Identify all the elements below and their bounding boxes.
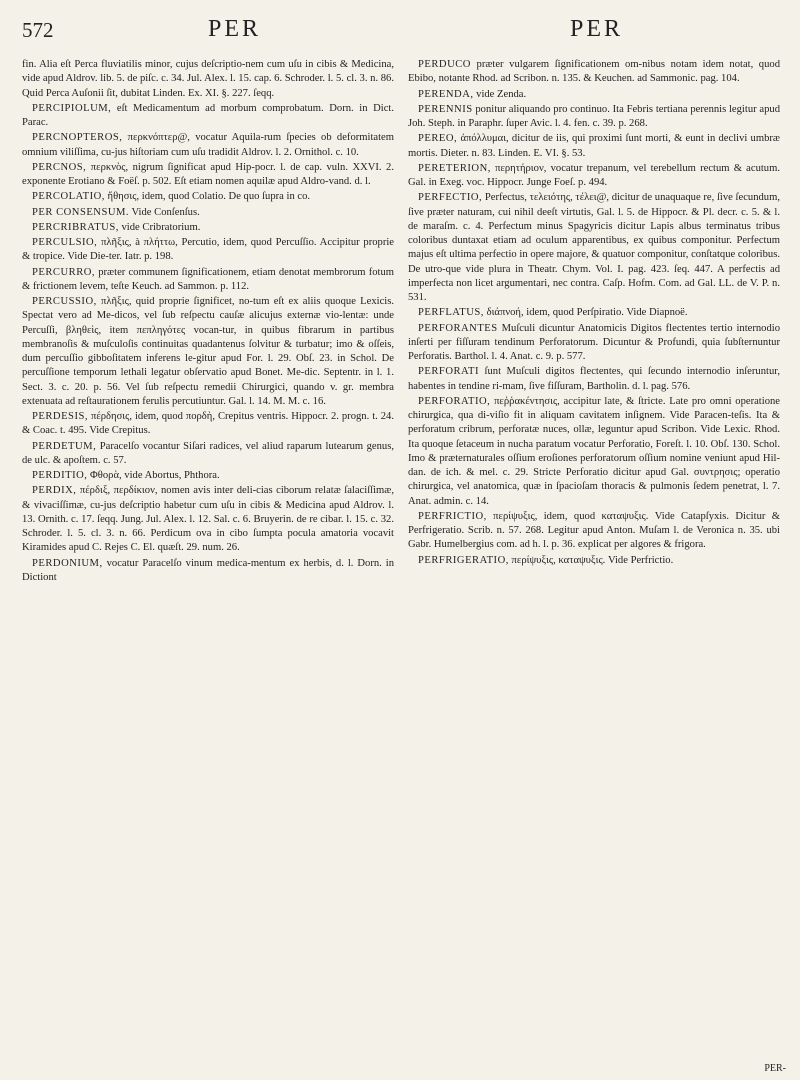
entry-headword: PERFRICTIO, [418,510,487,522]
dictionary-entry [22,102,394,131]
entry-headword: PERCNOPTEROS, [32,132,123,144]
dictionary-entry [408,510,780,553]
entry-text: περκνόπτερ@, vocatur Aquila-rum ſpecies ob deformitatem omnium viliſſima, cu-jus hiſtoriam cum uſu tradidit Aldrov. l. 2. Ornithol. c. 10. [22,132,394,158]
entry-text: Perfectus, τελειότης, τέλει@, dicitur de unaquaque re, ſive ſecundum, ſive præter naturam, cui nihil deeſt virtutis, Gal. l. 5. de Hippocr. & Pl. decr. c. 5. & l. de maraſm. c. 4. Perfectum minus Spagyricis dicitur Lapis albus terminatus tribus coloribus duntaxat etiam ad oculum apparentibus, ex quibus componitur. Perfectum majus eſt ultima perfectio in opere majore, & quatuor componitur, conſtatque coloribus. De utro-que vide plura in Theatr. Chym. Vol. I. pag. 423. ſeq. 447. A perfectis ad imperfecta non licet argumentari, nec contra. Caſp. Hofm. Com. ad Gal. LL. de V. P. n. 531. [408,192,780,303]
running-header [22,16,778,46]
dictionary-entry [22,131,394,160]
running-head-left: PER [208,16,262,42]
dictionary-entry [408,395,780,509]
dictionary-entry [22,410,394,439]
entry-text: περίψυξις, καταψυξις. Vide Perfrictio. [508,554,674,566]
entry-headword: PER CONSENSUM. [32,206,130,218]
dictionary-entry [408,132,780,161]
entry-headword: PERCUSSIO, [32,296,97,307]
entry-headword: PERDONIUM, [32,557,103,569]
dictionary-entry [408,58,780,87]
entry-headword: PERCNOS, [32,161,87,173]
dictionary-entry [22,221,394,235]
dictionary-entry [408,191,780,305]
entry-text: Paracelſo vocantur Siſari radices, vel aliud raparum lutearum genus, de ulc. & apoſtem. c. 57. [22,440,394,466]
dictionary-entry [408,162,780,191]
entry-text: Muſculi dicuntur Anatomicis Digitos flectentes tertio internodio inſerti per fiſſuram tendinum Perforatorum. Dicuntur & Profundi, quia ſubſternuntur Perforatis. Barthol. l. 4. Anat. c. 9. p. 577. [408,322,780,362]
entry-text: ſunt Muſculi digitos flectentes, qui ſecundo internodio inſeruntur, habentes in tendine ri-mam, ſive fiſſuram, Bartholin. d. l. pag. 576. [408,366,780,392]
dictionary-entry [22,266,394,295]
entry-text: præter communem ſignificationem, etiam denotat membrorum fotum & frictionem levem, teſte Keuch. ad Sammon. p. 112. [22,266,394,292]
entry-text: fin. Alia eſt Perca fluviatilis minor, cujus deſcriptio-nem cum uſu in cibis & Medicina, vide apud Aldrov. lib. 5. de piſc. c. 34. Jul. Alex. l. 15. cap. 6. Schroder. l. 5. cl. 3. n. 86. Quid Perca Auſonii ſit, dubitat Linden. Ex. XI. §. 227. ſeqq. [22,59,394,99]
entry-headword: PERDITIO, [32,470,88,481]
entry-text: πεῤῥακέντησις, accipitur late, & ſtricte. Late pro omni operatione chirurgica, qua di-viſio fit in aliquam cavitatem inſignem. Vide Paracen-teſis. Ita & perforatum cribrum, perforatæ nuces, ollæ, leguntur apud Scribon. Vide Lexic. Rhod. Ita quoque ſetaceum in nucha paratum vocatur Perforatio, Foreſt. l. 10. Obſ. 130. Schol. Imo & præternaturales oſſium eroſiones perforatorum oſſium nomine veniunt apud Hil-dan. de ich. & mel. c. 29. Stricte Perforatio dicitur apud Gal. συντρησις; operatio chirurgica, vel anatomica, quæ in ſpacioſam thoracis & pulmonis ſedem penetrat, l. 7. Anat. admin. c. 14. [408,395,780,507]
right-column [408,58,780,569]
dictionary-entry [22,58,394,101]
dictionary-entry [22,236,394,265]
entry-text: περκνὸς, nigrum ſignificat apud Hip-pocr. l. de cap. vuln. XXVI. 2. exponente Erotiano & Foëſ. p. 502. Eſt etiam nomen aquilæ apud Aldro-vand. d. l. [22,161,394,187]
dictionary-entry [22,440,394,469]
dictionary-entry [408,554,780,568]
entry-text: πλῆξις, à πλήττω, Percutio, idem, quod Percuſſio. Accipitur proprie & tropice. Vide Die-ter. Iatr. p. 198. [22,237,394,263]
dictionary-entry [408,103,780,132]
running-head-right: PER [570,16,624,42]
entry-text: eſt Medicamentum ad morbum comprobatum. Dorn. in Dict. Parac. [22,102,394,128]
entry-headword: PERDUCO [418,59,471,70]
dictionary-entry [22,190,394,204]
page-number: 572 [22,18,54,42]
entry-headword: PERCIPIOLUM, [32,102,112,114]
entry-text: πέρδησις, idem, quod πορδὴ, Crepitus ventris. Hippocr. 2. progn. t. 24. & Coac. t. 495. Vide Crepitus. [22,411,394,437]
entry-headword: PERFORATIO, [418,395,491,407]
entry-text: ἀπόλλυμαι, dicitur de iis, qui proximi ſunt morti, & eunt in declivi umbræ mortis. Dieter. n. 83. Linden. E. VI. §. 53. [408,133,780,159]
entry-headword: PERENNIS [418,103,473,115]
dictionary-entry [22,161,394,190]
dictionary-entry [408,322,780,365]
entry-text: præter vulgarem ſignificationem om-nibus notam idem notat, quod Ebibo, notante Rhod. ad Scribon. n. 135. & Keuchen. ad Sammonic. pag. 104. [408,59,780,85]
entry-headword: PERCURRO, [32,266,96,278]
entry-headword: PERCRIBRATUS, [32,221,119,233]
entry-text: vide Cribratorium. [118,221,201,233]
left-column [22,58,394,586]
entry-headword: PERDETUM, [32,440,97,452]
entry-headword: PERFLATUS, [418,307,484,319]
entry-text: πλῆξις, quid proprie ſignificet, no-tum eſt ex aliis quoque Lexicis. Spectat vero ad Me-dicos, vel ſub reſpectu cauſæ alicujus externæ vio-lentæ: unde Percuſſi, βληθεὶς, item πεπληγότες vocan-tur, in quibus fibrarum in partibus membranoſis & muſculoſis continuitas quadantenus ſolvitur & turbatur; imo & oſſeis, dum percuſſio gibboſitatem inferens le-gitur apud For. l. 29. Obſ. 23. in Schol. De percuſſione temporum lethali legatur obſervatio apud Bonet. Me-dic. Septentr. in l. 1. Sect. 3. c. 20. p. 56. Vel ſub reſpectu remedii Chirurgici, quando v. gr. membra extenuata ad reſtaurationem ferulis percutiuntur. Gal. l. 14. M. M. c. 16. [22,296,394,407]
entry-headword: PERCULSIO, [32,237,98,248]
dictionary-entry [408,88,780,102]
entry-headword: PERCOLATIO, [32,191,105,203]
entry-text: διάπνοή, idem, quod Perſpiratio. Vide Diapnoë. [483,307,688,319]
entry-text: vide Zenda. [473,88,527,100]
entry-headword: PERFORATI [418,366,480,378]
entry-text: ἤθησις, idem, quod Colatio. De quo ſupra in co. [104,191,311,203]
entry-headword: PEREO, [418,133,458,145]
entry-text: περητήριον, vocatur trepanum, vel terebellum rectum & acutum. Gal. in Exeg. voc. Hippocr. Junge Foeſ. p. 494. [408,162,780,188]
entry-headword: PERDESIS, [32,411,89,422]
entry-headword: PERETERION, [418,162,491,174]
entry-text: Vide Conſenſus. [129,206,200,218]
dictionary-entry [22,469,394,483]
dictionary-entry [22,206,394,220]
entry-headword: PERDIX, [32,485,77,497]
dictionary-entry [408,365,780,394]
catchword: PER- [764,1063,786,1074]
entry-headword: PERFORANTES [418,322,498,334]
dictionary-entry [22,484,394,555]
entry-headword: PERFECTIO, [418,192,483,204]
entry-text: vocatur Paracelſo vinum medica-mentum ex herbis, d. l. Dorn. in Dictiont [22,557,394,583]
entry-headword: PERENDA, [418,88,474,100]
entry-headword: PERFRIGERATIO, [418,554,509,566]
dictionary-entry [408,306,780,320]
entry-text: ponitur aliquando pro continuo. Ita Febris tertiana perennis legitur apud Joh. Steph. in Paraphr. ſuper Avic. l. 4. fen. c. 39. p. 268. [408,103,780,129]
dictionary-entry [22,295,394,409]
entry-text: πέρδιξ, περδίκιον, nomen avis inter deli-cias ciborum relatæ ſalaciſſimæ, & vivaciſſimæ, cu-jus deſcriptio habetur cum uſu in cibis & Medicina apud Aldrov. l. 13. Ornith. c. 17. ſeqq. Jung. Jul. Alex. l. 12. Sal. c. 6. Bruyerin. de re cibar. l. 15. c. 32. Schroder. l. 5. cl. 3. n. 66. Perdicum ova in cibo ſumpta pocula amatoria vocavit Kiramides apud C. Rejes C. El. quæſt. 29. num. 26. [22,485,394,554]
entry-text: περίψυξις, idem, quod καταψυξις. Vide Catapſyxis. Dicitur & Perfrigeratio. Scrib. n. 57. 268. Legitur apud Anton. Muſam l. de Veronica n. 35. ubi Gabr. Humelbergius com. ad h. l. p. 36. explicat per algores & frigora. [408,510,780,551]
dictionary-entry [22,557,394,586]
entry-text: Φθορὰ, vide Abortus, Phthora. [87,470,220,481]
